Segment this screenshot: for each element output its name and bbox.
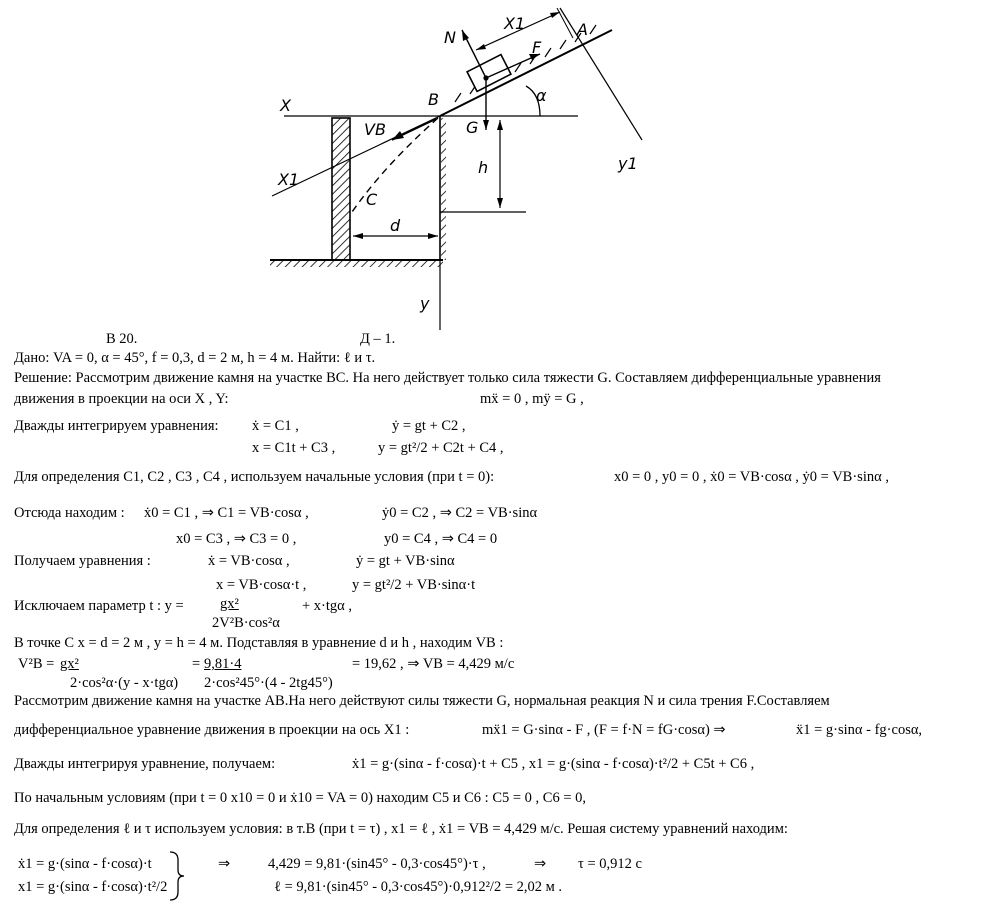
- twice-equation: ẋ1 = g·(sinα - f·cosα)·t + C5 , x1 = g·(sinα - f·cosα)·t²/2 + C5t + C6 ,: [352, 756, 755, 772]
- label-alpha: α: [536, 86, 547, 105]
- label-n: N: [444, 28, 456, 47]
- system-eq-2: x1 = g·(sinα - f·cosα)·t²/2: [18, 879, 168, 895]
- find-1a: ẋ0 = C1 , ⇒ C1 = VB·cosα ,: [144, 505, 309, 521]
- label-a: A: [577, 20, 588, 39]
- label-d: d: [390, 216, 401, 235]
- vb-denominator-1: 2·cos²α·(y - x·tgα): [70, 675, 179, 691]
- integral-1b: ẏ = gt + C2 ,: [392, 418, 466, 434]
- integral-1a: ẋ = C1 ,: [252, 418, 299, 434]
- point-c-line: В точке C x = d = 2 м , y = h = 4 м. Подставляя в уравнение d и h , находим VB :: [14, 635, 504, 651]
- label-x: X: [280, 96, 291, 115]
- get-2a: x = VB·cosα·t ,: [216, 577, 307, 593]
- variant: В 20.: [106, 331, 138, 347]
- result-tau: τ = 0,912 с: [578, 856, 642, 872]
- label-y1: y1: [618, 154, 638, 173]
- ab-line-1: Рассмотрим движение камня на участке АВ.На него действуют силы тяжести G, нормальная реакция N и сила трения F.Составляем: [14, 693, 830, 709]
- result-1-arrow: ⇒: [534, 856, 547, 872]
- exclude-numerator: gx²: [220, 596, 239, 612]
- init-ab-line: По начальным условиям (при t = 0 x10 = 0 и ẋ10 = VA = 0) находим C5 и C6 : C5 = 0 , C6 = 0,: [14, 790, 587, 806]
- given-line: Дано: VA = 0, α = 45°, f = 0,3, d = 2 м, h = 4 м. Найти: ℓ и τ.: [14, 350, 376, 366]
- label-g: G: [466, 118, 479, 137]
- solution-line-2: движения в проекции на оси X , Y:: [14, 391, 229, 407]
- get-2b: y = gt²/2 + VB·sinα·t: [352, 577, 476, 593]
- init-values: x0 = 0 , y0 = 0 , ẋ0 = VB·cosα , ẏ0 = VB·sinα ,: [614, 469, 889, 485]
- find-1b: ẏ0 = C2 , ⇒ C2 = VB·sinα: [382, 505, 538, 521]
- integral-2a: x = C1t + C3 ,: [252, 440, 336, 456]
- find-2a: x0 = C3 , ⇒ C3 = 0 ,: [176, 531, 297, 547]
- task-number: Д – 1.: [360, 331, 396, 347]
- exclude-tail: + x·tgα ,: [302, 598, 353, 614]
- get-1a: ẋ = VB·cosα ,: [208, 553, 290, 569]
- diff-equations: mẍ = 0 , mÿ = G ,: [480, 391, 584, 407]
- ab-equation: mẍ1 = G·sinα - F , (F = f·N = fG·cosα) ⇒: [482, 722, 726, 738]
- vb-numerator-2: 9,81·4: [204, 656, 242, 672]
- result-1: 4,429 = 9,81·(sin45° - 0,3·cos45°)·τ ,: [268, 856, 486, 872]
- ab-result: ẍ1 = g·sinα - fg·cosα,: [796, 722, 923, 738]
- get-label: Получаем уравнения :: [14, 553, 151, 569]
- get-1b: ẏ = gt + VB·sinα: [356, 553, 455, 569]
- label-b: B: [428, 90, 439, 109]
- init-label: Для определения C1, C2 , C3 , C4 , используем начальные условия (при t = 0):: [14, 469, 495, 485]
- system-eq-1: ẋ1 = g·(sinα - f·cosα)·t: [18, 856, 152, 872]
- label-vb: VB: [364, 120, 386, 139]
- integral-2b: y = gt²/2 + C2t + C4 ,: [378, 440, 504, 456]
- final-condition: Для определения ℓ и τ используем условия: в т.В (при t = τ) , x1 = ℓ , ẋ1 = VB = 4,429 м/с. Решая систему уравнений находим:: [14, 821, 788, 837]
- find-2b: y0 = C4 , ⇒ C4 = 0: [384, 531, 498, 547]
- label-x1-left: X1: [278, 170, 300, 189]
- vb-result: = 19,62 , ⇒ VB = 4,429 м/c: [352, 656, 515, 672]
- system-arrow: ⇒: [218, 856, 231, 872]
- twice-label: Дважды интегрируя уравнение, получаем:: [14, 756, 276, 772]
- exclude-label: Исключаем параметр t : y =: [14, 598, 184, 614]
- result-2: ℓ = 9,81·(sin45° - 0,3·cos45°)·0,912²/2 = 2,02 м .: [274, 879, 563, 895]
- vb-denominator-2: 2·cos²45°·(4 - 2tg45°): [204, 675, 333, 691]
- label-y: y: [420, 294, 430, 313]
- ab-line-2: дифференциальное уравнение движения в проекции на ось X1 :: [14, 722, 410, 738]
- vb-numerator-1: gx²: [60, 656, 79, 672]
- label-x1-top: X1: [504, 14, 526, 33]
- label-c: C: [366, 190, 378, 209]
- vb-equals: =: [192, 656, 201, 672]
- vb-lhs: V²B =: [18, 656, 55, 672]
- label-h: h: [478, 158, 489, 177]
- solution-line-1: Решение: Рассмотрим движение камня на участке ВС. На него действует только сила тяжести G. Составляем дифференциальные уравнения: [14, 370, 881, 386]
- label-f: F: [532, 38, 542, 57]
- integrate-label: Дважды интегрируем уравнения:: [14, 418, 219, 434]
- find-label: Отсюда находим :: [14, 505, 125, 521]
- exclude-denominator: 2V²B·cos²α: [212, 615, 280, 631]
